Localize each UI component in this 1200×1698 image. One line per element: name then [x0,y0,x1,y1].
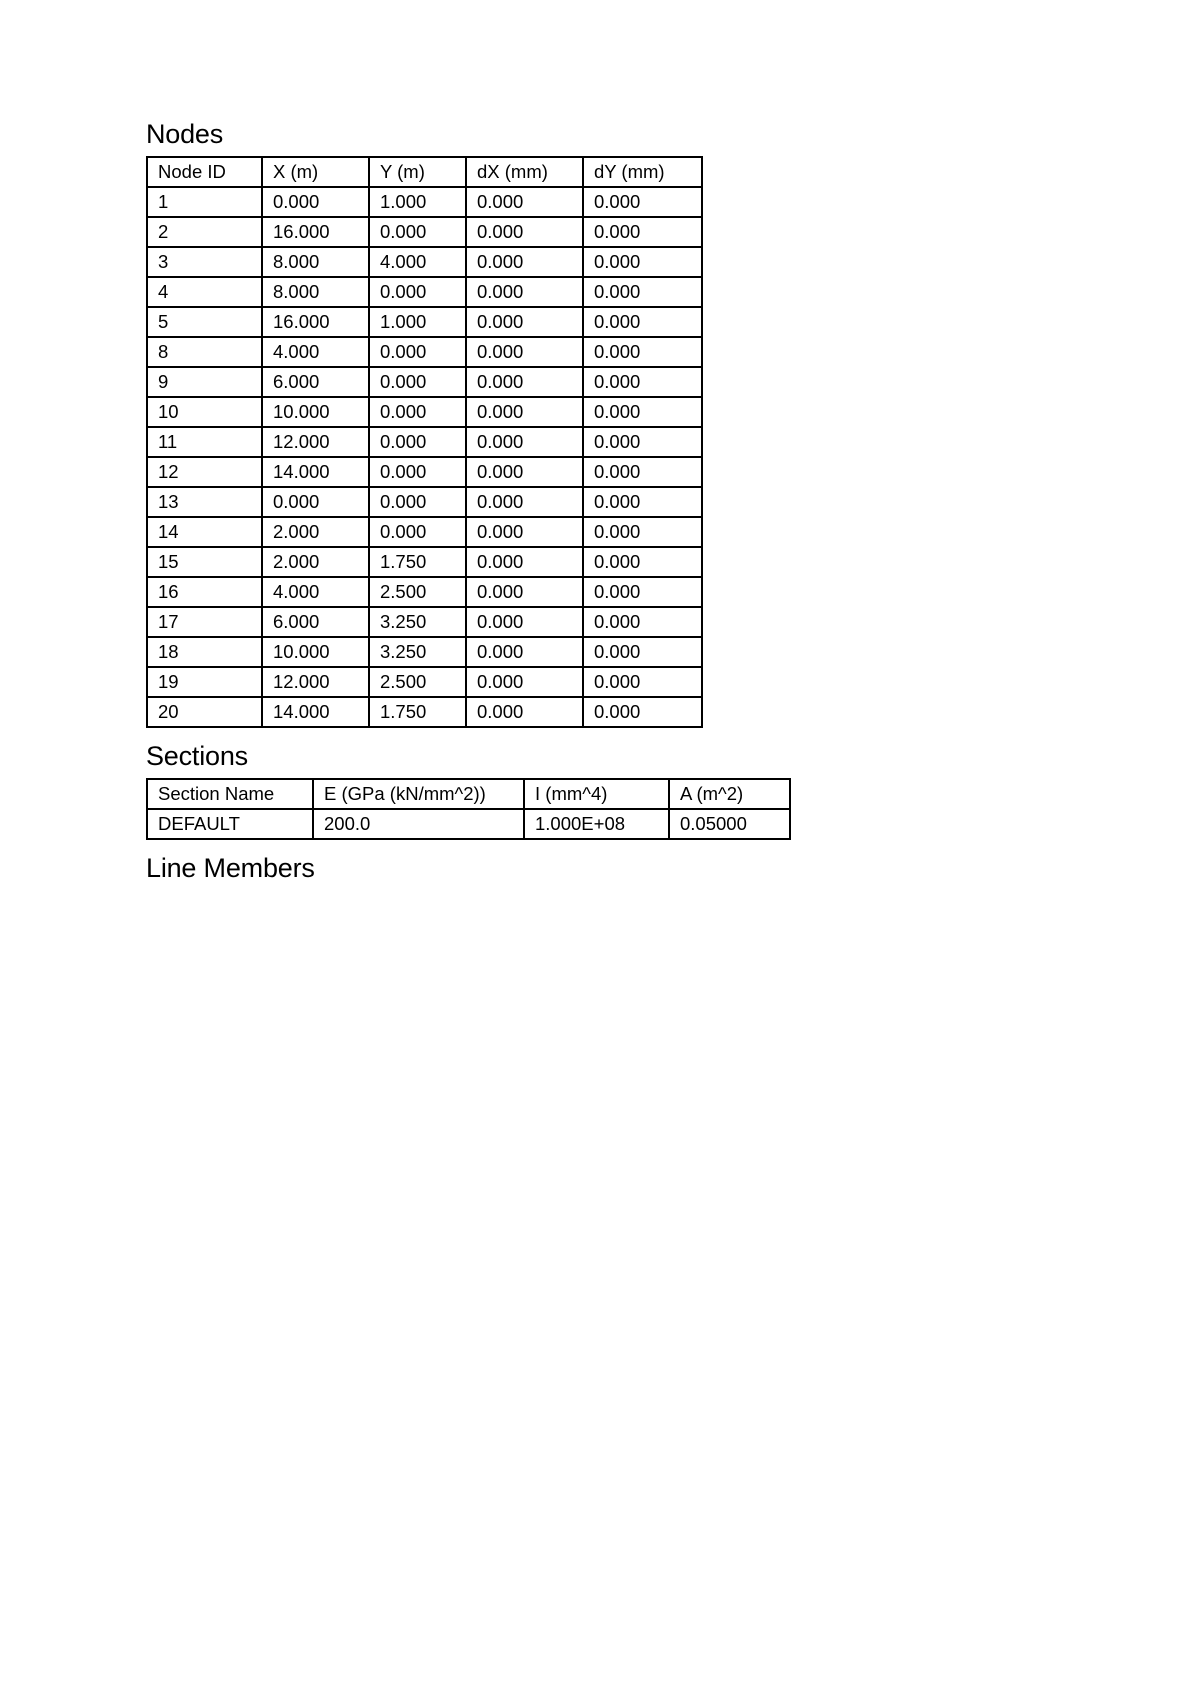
nodes-table-body [147,187,702,727]
column-header: I (mm^4) [524,779,669,809]
table-cell: 0.000 [466,397,583,427]
table-row [147,427,702,457]
table-row [147,667,702,697]
table-cell: 0.000 [583,187,702,217]
column-header: dX (mm) [466,157,583,187]
table-cell: 0.000 [466,307,583,337]
table-row [147,697,702,727]
table-cell: 4.000 [262,577,369,607]
table-row [147,577,702,607]
table-row [147,367,702,397]
table-cell: 6.000 [262,607,369,637]
table-cell: 0.000 [583,547,702,577]
table-row [147,307,702,337]
table-row [147,547,702,577]
table-cell: 12.000 [262,667,369,697]
table-row [147,637,702,667]
table-row [147,277,702,307]
table-cell: 18 [147,637,262,667]
table-cell: 0.000 [583,247,702,277]
table-cell: 0.000 [369,457,466,487]
table-cell: 11 [147,427,262,457]
nodes-table-header [147,157,702,187]
table-cell: 12.000 [262,427,369,457]
table-cell: 1.750 [369,547,466,577]
table-cell: 0.000 [583,397,702,427]
table-row [147,517,702,547]
table-cell: 10.000 [262,397,369,427]
table-cell: DEFAULT [147,809,313,839]
table-cell: 12 [147,457,262,487]
table-cell: 0.05000 [669,809,790,839]
sections-table-body [147,809,790,839]
table-cell: 8.000 [262,277,369,307]
sections-heading: Sections [146,741,248,771]
table-cell: 4 [147,277,262,307]
table-cell: 16.000 [262,217,369,247]
table-cell: 0.000 [583,637,702,667]
table-cell: 0.000 [466,667,583,697]
table-cell: 15 [147,547,262,577]
table-cell: 0.000 [466,637,583,667]
table-cell: 0.000 [262,187,369,217]
table-cell: 8.000 [262,247,369,277]
table-cell: 0.000 [369,337,466,367]
table-cell: 0.000 [583,607,702,637]
table-cell: 0.000 [466,337,583,367]
column-header: Section Name [147,779,313,809]
table-cell: 0.000 [466,487,583,517]
table-row [147,809,790,839]
table-cell: 0.000 [583,277,702,307]
table-cell: 0.000 [583,517,702,547]
table-cell: 13 [147,487,262,517]
column-header: A (m^2) [669,779,790,809]
table-cell: 1.000E+08 [524,809,669,839]
table-cell: 6.000 [262,367,369,397]
table-cell: 0.000 [466,607,583,637]
table-row [147,217,702,247]
table-cell: 3.250 [369,637,466,667]
table-row [147,607,702,637]
table-row [147,337,702,367]
table-cell: 0.000 [369,277,466,307]
column-header: E (GPa (kN/mm^2)) [313,779,524,809]
table-cell: 0.000 [466,577,583,607]
table-cell: 0.000 [583,577,702,607]
table-header-row [147,779,790,809]
column-header: dY (mm) [583,157,702,187]
table-cell: 2.000 [262,517,369,547]
table-cell: 1.000 [369,307,466,337]
sections-table-header [147,779,790,809]
table-cell: 2.500 [369,577,466,607]
table-cell: 200.0 [313,809,524,839]
table-cell: 17 [147,607,262,637]
table-cell: 20 [147,697,262,727]
table-cell: 4.000 [262,337,369,367]
table-cell: 3 [147,247,262,277]
table-cell: 14 [147,517,262,547]
table-cell: 0.000 [466,547,583,577]
table-cell: 14.000 [262,697,369,727]
table-cell: 10.000 [262,637,369,667]
table-row [147,247,702,277]
table-cell: 1.000 [369,187,466,217]
table-cell: 0.000 [466,517,583,547]
table-cell: 16 [147,577,262,607]
table-cell: 0.000 [583,367,702,397]
table-cell: 0.000 [466,457,583,487]
table-cell: 0.000 [466,187,583,217]
table-cell: 14.000 [262,457,369,487]
nodes-heading: Nodes [146,119,224,149]
table-cell: 4.000 [369,247,466,277]
table-cell: 0.000 [466,697,583,727]
table-cell: 10 [147,397,262,427]
table-header-row [147,157,702,187]
table-cell: 0.000 [583,487,702,517]
sections-table [146,778,791,840]
table-cell: 0.000 [466,427,583,457]
report-page [146,118,791,890]
table-cell: 8 [147,337,262,367]
table-cell: 0.000 [369,427,466,457]
table-cell: 0.000 [583,427,702,457]
column-header: Y (m) [369,157,466,187]
table-cell: 5 [147,307,262,337]
table-cell: 2.000 [262,547,369,577]
table-row [147,397,702,427]
table-row [147,457,702,487]
table-cell: 1.750 [369,697,466,727]
table-cell: 0.000 [369,487,466,517]
table-cell: 0.000 [369,367,466,397]
table-cell: 0.000 [466,367,583,397]
line-members-heading: Line Members [146,853,315,883]
table-cell: 0.000 [583,337,702,367]
table-cell: 19 [147,667,262,697]
table-cell: 2.500 [369,667,466,697]
table-cell: 0.000 [583,307,702,337]
table-cell: 0.000 [466,247,583,277]
table-cell: 0.000 [262,487,369,517]
nodes-table [146,156,703,728]
table-cell: 0.000 [369,217,466,247]
table-cell: 0.000 [583,217,702,247]
column-header: Node ID [147,157,262,187]
table-cell: 1 [147,187,262,217]
table-cell: 0.000 [466,217,583,247]
table-row [147,187,702,217]
table-cell: 3.250 [369,607,466,637]
table-cell: 0.000 [583,697,702,727]
table-cell: 0.000 [369,517,466,547]
table-cell: 16.000 [262,307,369,337]
table-cell: 2 [147,217,262,247]
table-cell: 0.000 [583,457,702,487]
table-cell: 0.000 [583,667,702,697]
table-cell: 9 [147,367,262,397]
table-row [147,487,702,517]
column-header: X (m) [262,157,369,187]
table-cell: 0.000 [369,397,466,427]
table-cell: 0.000 [466,277,583,307]
